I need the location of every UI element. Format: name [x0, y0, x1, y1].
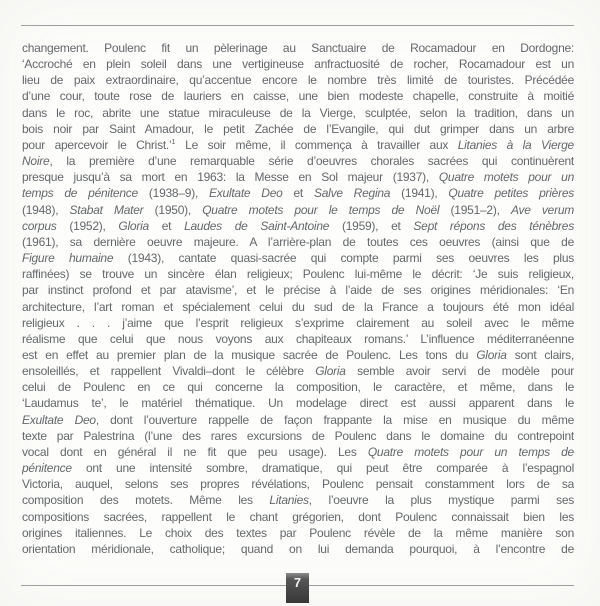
top-rule: [21, 25, 574, 26]
article-text: [22, 40, 574, 557]
text-line: presque jusqu’à sa mort en 1963: la Messe en Sol majeur (1937), Quatre motets pour un: [22, 170, 574, 185]
text-line: pour apercevoir le Christ.’$^1$ Le soir même, il commença à travailler aux Litanies à la Vierge: [22, 136, 574, 152]
text-line: lieu de paix extraordinaire, qu’accentue encore le nombre très limité de touristes. Précédée: [22, 73, 574, 88]
text-line: réalisme que celui que nous voyons aux chapiteaux romans.’ L’influence méditerranéenne: [22, 331, 574, 346]
text-line: ensoleillés, et rappellent Vivaldi–dont le célèbre Gloria semble avoir servi de modèle pour: [22, 364, 574, 379]
text-line: Noire, la première d’une remarquable série d’oeuvres chorales sacrées qui continuèrent: [22, 154, 574, 169]
text-line: texte par Palestrina (l’une des rares excursions de Poulenc dans le domaine du contrepoint: [22, 428, 574, 443]
page-number: 7: [293, 575, 302, 590]
text-line: d’une cour, toute rose de lauriers en caisse, une bien modeste chapelle, construite à moitié: [22, 89, 574, 104]
text-line: Exultate Deo, dont l’ouverture rappelle de façon frappante la mise en musique du même: [22, 412, 574, 427]
text-line: changement. Poulenc fit un pèlerinage au Sanctuaire de Rocamadour en Dordogne:: [22, 41, 574, 55]
text-line: Figure humaine (1943), cantate quasi-sacrée qui compte parmi ses oeuvres les plus: [22, 251, 574, 266]
text-line: temps de pénitence (1938–9), Exultate Deo et Salve Regina (1941), Quatre petites prières: [22, 186, 574, 201]
text-line: ‘Laudamus te’, le matériel thématique. Un modelage direct est aussi apparent dans le: [22, 396, 574, 411]
text-line: est en effet au premier plan de la musique sacrée de Poulenc. Les tons du Gloria sont clairs,: [22, 347, 574, 362]
text-line: religieux . . . j’aime que l’esprit religieux s’exprime clairement au soleil avec le même: [22, 315, 574, 330]
text-line: par instinct profond et par atavisme’, et le précise à l’aide de ses origines méridionales: ‘En: [22, 283, 574, 298]
text-line: architecture, l’art roman et spécialement celui du sud de la France a toujours été mon idéal: [22, 299, 574, 314]
text-line: pénitence ont une intensité sombre, dramatique, qui peut être comparée à l’espagnol: [22, 461, 574, 476]
text-line: celui de Poulenc en ce qui concerne la composition, le caractère, et même, dans le: [22, 380, 574, 395]
text-line: (1961), sa dernière oeuvre majeure. A l’arrière-plan de toutes ces oeuvres (ainsi que de: [22, 234, 574, 249]
text-line: corpus (1952), Gloria et Laudes de Saint-Antoine (1959), et Sept répons des ténèbres: [22, 218, 574, 233]
text-line: compositions sacrées, rappellent le chant grégorien, dont Poulenc connaissait bien les: [22, 509, 574, 524]
text-line: (1948), Stabat Mater (1950), Quatre motets pour le temps de Noël (1951–2), Ave verum: [22, 202, 574, 217]
text-line: raffinées) se trouve un sincère élan religieux; Poulenc lui-même le décrit: ‘Je suis religieux,: [22, 267, 574, 282]
text-line: Victoria, auquel, selons ses propres révélations, Poulenc pensait constamment lors de sa: [22, 477, 574, 492]
text-line: bois noir par Saint Amadour, le petit Zachée de l’Evangile, qui dut grimper dans un arbre: [22, 121, 574, 136]
text-line: ‘Accroché en plein soleil dans une vertigineuse anfractuosité de rocher, Rocamadour est un: [22, 57, 574, 72]
text-line: vocal dont en général il ne fit que peu usage). Les Quatre motets pour un temps de: [22, 444, 574, 459]
page-number-tab: [286, 573, 309, 603]
text-line: origines italiennes. Le choix des textes par Poulenc révèle de la même manière son: [22, 525, 574, 540]
text-line: dans le roc, abrite une statue miraculeuse de la Vierge, sculptée, selon la tradition, dans un: [22, 105, 574, 120]
text-line: composition des motets. Même les Litanies, l’oeuvre la plus mystique parmi ses: [22, 493, 574, 508]
text-line: orientation méridionale, catholique; quand on lui demanda pourquoi, à l’encontre de: [22, 541, 574, 556]
